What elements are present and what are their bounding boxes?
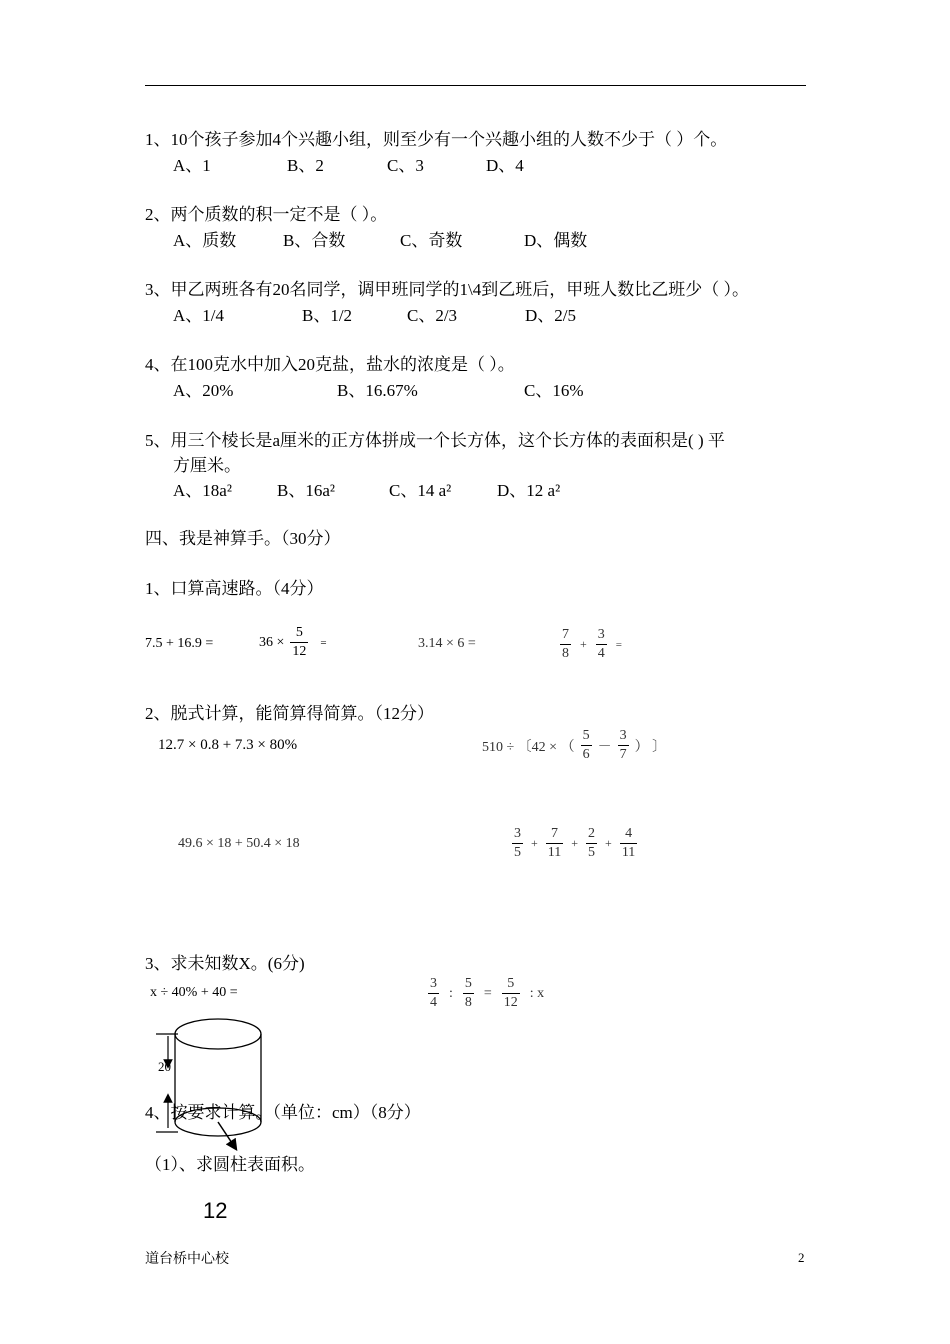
oral-expr-4 (560, 626, 622, 663)
fraction-denominator: 6 (582, 747, 590, 762)
fraction-numerator: 3 (514, 826, 521, 841)
oral-expr-4-fraction-2 (596, 626, 607, 663)
detach-expr-2-prefix: 510 ÷ 〔42 × （ (482, 739, 575, 755)
footer-school: 道台桥中心校 (145, 1252, 229, 1267)
unknown-x-title: 3、求未知数X。(6分) (145, 954, 305, 973)
question-5-line-2: 方厘米。 (173, 456, 241, 475)
oral-expr-2-fraction (290, 624, 308, 661)
fraction-numerator: 3 (619, 728, 627, 743)
detach-expr-4-fraction-3 (586, 825, 597, 862)
q2-option-a: A、质数 (173, 231, 237, 250)
unknown-fraction-2 (463, 975, 474, 1012)
fraction-denominator: 8 (562, 646, 569, 661)
ratio-tail: : x (529, 985, 545, 1001)
unknown-expr-1: x ÷ 40% + 40 = (150, 985, 238, 1000)
q5-option-d: D、12 a² (497, 481, 561, 500)
detach-calc-title: 2、脱式计算，能简算得简算。（12分） (145, 704, 434, 723)
fraction-numerator: 5 (507, 976, 515, 991)
detach-expr-4-fraction-2 (546, 825, 563, 862)
detach-expr-2-fraction-1 (581, 727, 592, 764)
q3-option-c: C、2/3 (407, 306, 458, 325)
fraction-numerator: 3 (430, 976, 437, 991)
fraction-numerator: 3 (597, 627, 605, 642)
ratio-colon: : (449, 985, 453, 1001)
fraction-numerator: 7 (562, 627, 569, 642)
radius-arrow-icon (218, 1122, 234, 1146)
equals-sign: = (615, 638, 622, 651)
q4-option-b: B、16.67% (337, 381, 418, 400)
closing-brackets: ） 〕 (634, 739, 667, 755)
q4-calc-sub-1: （1）、求圆柱表面积。 (145, 1155, 315, 1174)
header-rule (145, 85, 806, 86)
fraction-denominator: 5 (588, 845, 596, 860)
q3-option-a: A、1/4 (173, 306, 224, 325)
q3-option-d: D、2/5 (525, 306, 576, 325)
question-5-line-1: 5、用三个棱长是a厘米的正方体拼成一个长方体，这个长方体的表面积是( ) 平 (145, 431, 725, 450)
q2-option-b: B、合数 (283, 231, 346, 250)
q2-option-c: C、奇数 (400, 231, 463, 250)
unknown-expr-2 (428, 975, 544, 1012)
oral-expr-2-prefix: 36 × (259, 634, 285, 650)
oral-expr-2-equals: = (320, 636, 327, 649)
fraction-denominator: 7 (619, 747, 627, 762)
q3-option-b: B、1/2 (302, 306, 353, 325)
q1-option-a: A、1 (173, 156, 211, 175)
q5-option-c: C、14 a² (389, 481, 452, 500)
oral-expr-2 (259, 624, 327, 661)
oral-expr-1: 7.5 + 16.9 = (145, 636, 214, 651)
diameter-label: 12 (203, 1198, 228, 1223)
unknown-fraction-1 (428, 975, 439, 1012)
plus-sign: + (531, 836, 538, 850)
plus-sign: + (580, 637, 587, 651)
detach-expr-2-fraction-2 (618, 727, 629, 764)
fraction-denominator: 12 (292, 644, 307, 659)
q4-calc-title: 4、按要求计算。（单位：cm）（8分） (145, 1103, 421, 1122)
height-label: 20 (158, 1059, 171, 1074)
question-1: 1、10个孩子参加4个兴趣小组，则至少有一个兴趣小组的人数不少于（ ）个。 (145, 130, 728, 149)
fraction-denominator: 12 (503, 995, 518, 1010)
fraction-denominator: 4 (597, 646, 605, 661)
question-2: 2、两个质数的积一定不是（ ）。 (145, 205, 388, 224)
plus-sign: + (605, 836, 612, 850)
equals-sign: = (483, 985, 492, 1001)
oral-calc-title: 1、口算高速路。（4分） (145, 579, 324, 598)
fraction-denominator: 5 (514, 845, 521, 860)
fraction-numerator: 5 (582, 728, 590, 743)
detach-expr-3: 49.6 × 18 + 50.4 × 18 (178, 836, 300, 851)
fraction-numerator: 7 (551, 826, 559, 841)
page-number: 2 (798, 1250, 805, 1265)
fraction-denominator: 4 (430, 995, 437, 1010)
fraction-denominator: 11 (621, 845, 636, 860)
q4-option-a: A、20% (173, 381, 234, 400)
minus-sign: － (597, 739, 612, 755)
fraction-numerator: 5 (464, 976, 472, 991)
detach-expr-1: 12.7 × 0.8 + 7.3 × 80% (158, 737, 298, 753)
section-4-title: 四、我是神算手。（30分） (145, 529, 341, 548)
question-4: 4、在100克水中加入20克盐，盐水的浓度是（ ）。 (145, 355, 515, 374)
fraction-denominator: 8 (464, 995, 472, 1010)
cylinder-shape (175, 1019, 261, 1136)
detach-expr-4-fraction-1 (512, 825, 523, 862)
unknown-fraction-3 (502, 975, 520, 1012)
detach-expr-4 (512, 825, 637, 862)
detach-expr-2 (482, 727, 666, 764)
oral-expr-4-fraction-1 (560, 626, 571, 663)
q4-option-c: C、16% (524, 381, 584, 400)
question-3: 3、甲乙两班各有20名同学，调甲班同学的1\4到乙班后，甲班人数比乙班少（ ）。 (145, 280, 749, 299)
q1-option-c: C、3 (387, 156, 424, 175)
fraction-numerator: 2 (588, 826, 596, 841)
detach-expr-4-fraction-4 (620, 825, 637, 862)
fraction-numerator: 5 (295, 625, 303, 640)
q5-option-b: B、16a² (277, 481, 335, 500)
q5-option-a: A、18a² (173, 481, 232, 500)
plus-sign: + (571, 836, 579, 850)
fraction-denominator: 11 (547, 845, 562, 860)
q2-option-d: D、偶数 (524, 231, 588, 250)
cylinder-figure (150, 1000, 280, 1160)
fraction-numerator: 4 (625, 826, 633, 841)
q1-option-d: D、4 (486, 156, 524, 175)
oral-expr-3: 3.14 × 6 = (418, 636, 476, 651)
q1-option-b: B、2 (287, 156, 324, 175)
